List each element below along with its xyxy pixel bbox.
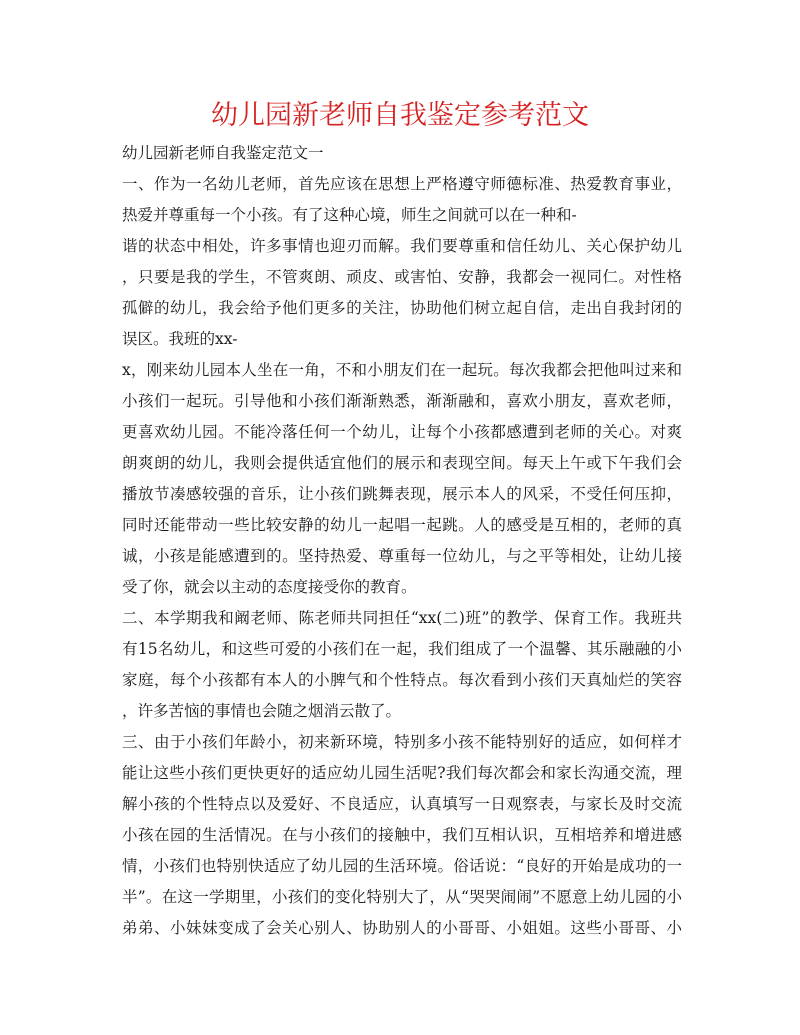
text-line: 三、由于小孩们年龄小，初来新环境，特别多小孩不能特别好的适应，如何样才 [122,733,682,751]
text-line: 同时还能带动一些比较安静的幼儿一起唱一起跳。人的感受是互相的，老师的真 [122,516,682,534]
text-line: 解小孩的个性特点以及爱好、不良适应，认真填写一日观察表，与家长及时交流 [122,795,682,813]
text-line: 半”。在这一学期里，小孩们的变化特别大了，从“哭哭闹闹”不愿意上幼儿园的小 [122,888,682,906]
text-line: 小孩们一起玩。引导他和小孩们渐渐熟悉，渐渐融和，喜欢小朋友，喜欢老师， [122,392,682,410]
text-line: 播放节凑感较强的音乐，让小孩们跳舞表现，展示本人的风采，不受任何压抑， [122,485,682,503]
text-line: 误区。我班的xx- [122,330,238,348]
text-line: 诚，小孩是能感遭到的。坚持热爱、尊重每一位幼儿，与之平等相处，让幼儿接 [122,547,682,565]
text-line: 谐的状态中相处，许多事情也迎刃而解。我们要尊重和信任幼儿、关心保护幼儿 [122,237,682,255]
text-line: 一、作为一名幼儿老师，首先应该在思想上严格遵守师德标准、热爱教育事业， [122,175,682,193]
document-title: 幼儿园新老师自我鉴定参考范文 [211,100,589,131]
text-line: 孤僻的幼儿，我会给予他们更多的关注，协助他们树立起自信，走出自我封闭的 [122,299,682,317]
text-line: 热爱并尊重每一个小孩。有了这种心境，师生之间就可以在一种和- [122,206,577,224]
text-line: 二、本学期我和阚老师、陈老师共同担任“xx(二)班”的教学、保育工作。我班共 [122,609,682,627]
text-line: 朗爽朗的幼儿，我则会提供适宜他们的展示和表现空间。每天上午或下午我们会 [122,454,682,472]
document-body [122,138,682,944]
text-line: 有15名幼儿，和这些可爱的小孩们在一起，我们组成了一个温馨、其乐融融的小 [122,640,682,658]
text-line: ，只要是我的学生，不管爽朗、顽皮、或害怕、安静，我都会一视同仁。对性格 [122,268,682,286]
text-line: x，刚来幼儿园本人坐在一角，不和小朋友们在一起玩。每次我都会把他叫过来和 [122,361,682,379]
text-line: 受了你，就会以主动的态度接受你的教育。 [122,578,417,596]
text-line: ，许多苦恼的事情也会随之烟消云散了。 [122,702,402,720]
text-line: 更喜欢幼儿园。不能冷落任何一个幼儿，让每个小孩都感遭到老师的关心。对爽 [122,423,682,441]
text-line: 能让这些小孩们更快更好的适应幼儿园生活呢?我们每次都会和家长沟通交流，理 [122,764,682,782]
text-line: 情，小孩们也特别快适应了幼儿园的生活环境。俗话说：“良好的开始是成功的一 [122,857,682,875]
text-line: 小孩在园的生活情况。在与小孩们的接触中，我们互相认识，互相培养和增进感 [122,826,682,844]
text-line: 幼儿园新老师自我鉴定范文一 [122,144,324,162]
text-line: 家庭，每个小孩都有本人的小脾气和个性特点。每次看到小孩们天真灿烂的笑容 [122,671,682,689]
text-line: 弟弟、小妹妹变成了会关心别人、协助别人的小哥哥、小姐姐。这些小哥哥、小 [122,919,682,937]
